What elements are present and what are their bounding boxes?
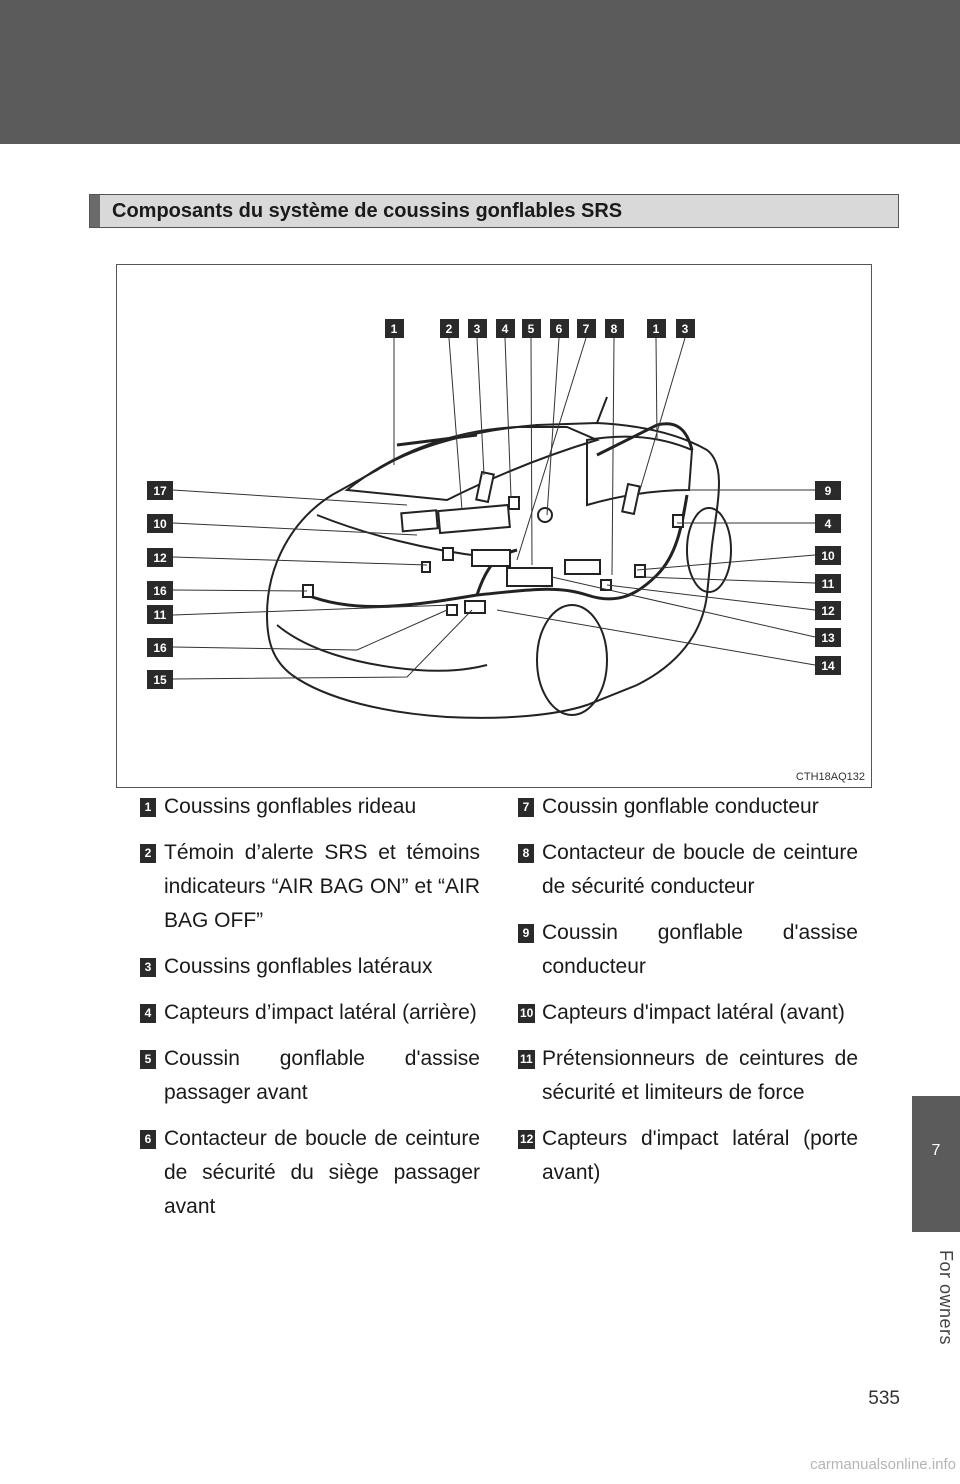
svg-text:7: 7 bbox=[582, 322, 590, 336]
legend-column-right bbox=[518, 790, 858, 1202]
svg-text:13: 13 bbox=[821, 631, 835, 645]
svg-text:12: 12 bbox=[153, 551, 167, 565]
legend-item bbox=[518, 790, 858, 824]
sensor bbox=[447, 605, 457, 615]
svg-text:12: 12 bbox=[821, 604, 835, 618]
legend-item bbox=[518, 836, 858, 904]
callout bbox=[815, 656, 841, 675]
leader-line bbox=[612, 338, 614, 575]
leader-line bbox=[642, 577, 815, 583]
item-number-badge: 4 bbox=[140, 1004, 156, 1023]
item-number-badge: 8 bbox=[518, 844, 534, 863]
callout bbox=[496, 319, 515, 338]
figure-code: CTH18AQ132 bbox=[795, 771, 865, 783]
svg-text:10: 10 bbox=[153, 517, 167, 531]
side-window bbox=[587, 437, 692, 505]
sensor bbox=[476, 472, 494, 502]
leader-line bbox=[552, 577, 815, 637]
svg-text:16: 16 bbox=[153, 641, 167, 655]
leader-line bbox=[607, 585, 815, 610]
callout bbox=[468, 319, 487, 338]
sensor bbox=[422, 562, 430, 572]
sensor bbox=[465, 601, 485, 613]
leader-line bbox=[449, 338, 462, 510]
header-band bbox=[0, 0, 960, 144]
car-illustration bbox=[117, 265, 871, 787]
item-text: Coussin gonflable d'assise conducteur bbox=[542, 921, 858, 978]
callout bbox=[647, 319, 666, 338]
front-bumper bbox=[277, 625, 487, 671]
leader-line bbox=[173, 557, 427, 565]
legend-item bbox=[140, 790, 480, 824]
sensor bbox=[538, 508, 552, 522]
svg-text:4: 4 bbox=[824, 517, 832, 531]
leader-line bbox=[637, 555, 815, 570]
leader-line bbox=[517, 338, 586, 560]
svg-text:11: 11 bbox=[153, 608, 167, 622]
item-text: Coussins gonflables latéraux bbox=[164, 955, 433, 978]
callout bbox=[522, 319, 541, 338]
legend-item bbox=[518, 1042, 858, 1110]
item-text: Capteurs d'impact latéral (avant) bbox=[542, 1001, 845, 1024]
svg-text:1: 1 bbox=[390, 322, 398, 336]
leader-line bbox=[637, 338, 685, 500]
section-title: Composants du système de coussins gonflables SRS bbox=[112, 200, 623, 222]
item-number-badge: 5 bbox=[140, 1050, 156, 1069]
callout bbox=[815, 628, 841, 647]
svg-text:14: 14 bbox=[821, 659, 835, 673]
leader-line bbox=[173, 610, 447, 650]
item-text: Coussin gonflable conducteur bbox=[542, 795, 819, 818]
leader-line bbox=[477, 338, 484, 475]
svg-text:1: 1 bbox=[652, 322, 660, 336]
airbag-module bbox=[401, 510, 437, 531]
legend-item bbox=[140, 996, 480, 1030]
section-title-box bbox=[89, 194, 899, 228]
legend-item bbox=[518, 916, 858, 984]
windshield bbox=[347, 427, 597, 500]
item-number-badge: 12 bbox=[518, 1130, 535, 1149]
svg-text:3: 3 bbox=[681, 322, 689, 336]
svg-text:6: 6 bbox=[555, 322, 563, 336]
car-body-outline bbox=[267, 423, 719, 718]
callout bbox=[815, 514, 841, 533]
legend-item bbox=[140, 1122, 480, 1224]
item-number-badge: 6 bbox=[140, 1130, 156, 1149]
item-text: Coussin gonflable d'assise passager avant bbox=[164, 1047, 480, 1104]
legend-item bbox=[140, 1042, 480, 1110]
leader-line bbox=[173, 610, 472, 679]
callout bbox=[147, 605, 173, 624]
legend-column-left bbox=[140, 790, 480, 1236]
callout bbox=[815, 574, 841, 593]
callout bbox=[385, 319, 404, 338]
callout bbox=[550, 319, 569, 338]
callout bbox=[815, 601, 841, 620]
watermark: carmanualsonline.info bbox=[810, 1456, 956, 1473]
airbag-module bbox=[472, 550, 510, 566]
callout bbox=[605, 319, 624, 338]
item-number-badge: 11 bbox=[518, 1050, 535, 1069]
callout bbox=[147, 548, 173, 567]
svg-text:17: 17 bbox=[153, 484, 167, 498]
item-number-badge: 10 bbox=[518, 1004, 535, 1023]
leader-line bbox=[173, 605, 452, 615]
chapter-tab[interactable] bbox=[912, 1096, 960, 1232]
sensor bbox=[443, 548, 453, 560]
item-text: Contacteur de boucle de ceinture de sécurité conducteur bbox=[542, 841, 858, 898]
leader-line bbox=[173, 523, 417, 535]
callout bbox=[147, 670, 173, 689]
chapter-label: For owners bbox=[936, 1250, 956, 1346]
callout bbox=[147, 581, 173, 600]
chapter-number: 7 bbox=[931, 1142, 941, 1159]
callout bbox=[147, 481, 173, 500]
sensor bbox=[509, 497, 519, 509]
front-wheel bbox=[537, 605, 607, 715]
svg-text:8: 8 bbox=[610, 322, 618, 336]
item-text: Coussins gonflables rideau bbox=[164, 795, 417, 818]
item-number-badge: 2 bbox=[140, 844, 156, 863]
legend-item bbox=[140, 950, 480, 984]
callout bbox=[676, 319, 695, 338]
item-text: Contacteur de boucle de ceinture de sécurité du siège passager avant bbox=[164, 1127, 480, 1218]
svg-text:9: 9 bbox=[824, 484, 832, 498]
item-text: Prétensionneurs de ceintures de sécurité et limiteurs de force bbox=[542, 1047, 858, 1104]
airbag-module bbox=[438, 505, 510, 533]
svg-text:4: 4 bbox=[501, 322, 509, 336]
item-text: Capteurs d'impact latéral (porte avant) bbox=[542, 1127, 858, 1184]
item-text: Témoin d’alerte SRS et témoins indicateurs “AIR BAG ON” et “AIR BAG OFF” bbox=[164, 841, 480, 932]
svg-text:11: 11 bbox=[821, 577, 835, 591]
item-text: Capteurs d’impact latéral (arrière) bbox=[164, 1001, 477, 1024]
svg-text:16: 16 bbox=[153, 584, 167, 598]
callout bbox=[440, 319, 459, 338]
svg-text:3: 3 bbox=[473, 322, 481, 336]
sensor bbox=[673, 515, 683, 527]
callout bbox=[147, 638, 173, 657]
antenna bbox=[597, 397, 607, 423]
sensor bbox=[635, 565, 645, 577]
leader-line bbox=[173, 590, 307, 591]
leader-line bbox=[531, 338, 532, 565]
item-number-badge: 9 bbox=[518, 924, 534, 943]
legend-item bbox=[518, 996, 858, 1030]
callout bbox=[577, 319, 596, 338]
airbag-module bbox=[507, 568, 552, 586]
item-number-badge: 7 bbox=[518, 798, 534, 817]
callout bbox=[815, 546, 841, 565]
callout bbox=[147, 514, 173, 533]
item-number-badge: 1 bbox=[140, 798, 156, 817]
legend-item bbox=[140, 836, 480, 938]
svg-text:10: 10 bbox=[821, 549, 835, 563]
legend-item bbox=[518, 1122, 858, 1190]
section-title-bar bbox=[90, 195, 100, 227]
item-number-badge: 3 bbox=[140, 958, 156, 977]
page-number: 535 bbox=[868, 1388, 900, 1409]
callout bbox=[815, 481, 841, 500]
svg-text:5: 5 bbox=[527, 322, 535, 336]
srs-diagram bbox=[116, 264, 872, 788]
svg-text:15: 15 bbox=[153, 673, 167, 687]
svg-text:2: 2 bbox=[445, 322, 453, 336]
leader-line bbox=[497, 610, 815, 665]
airbag-module bbox=[565, 560, 600, 574]
